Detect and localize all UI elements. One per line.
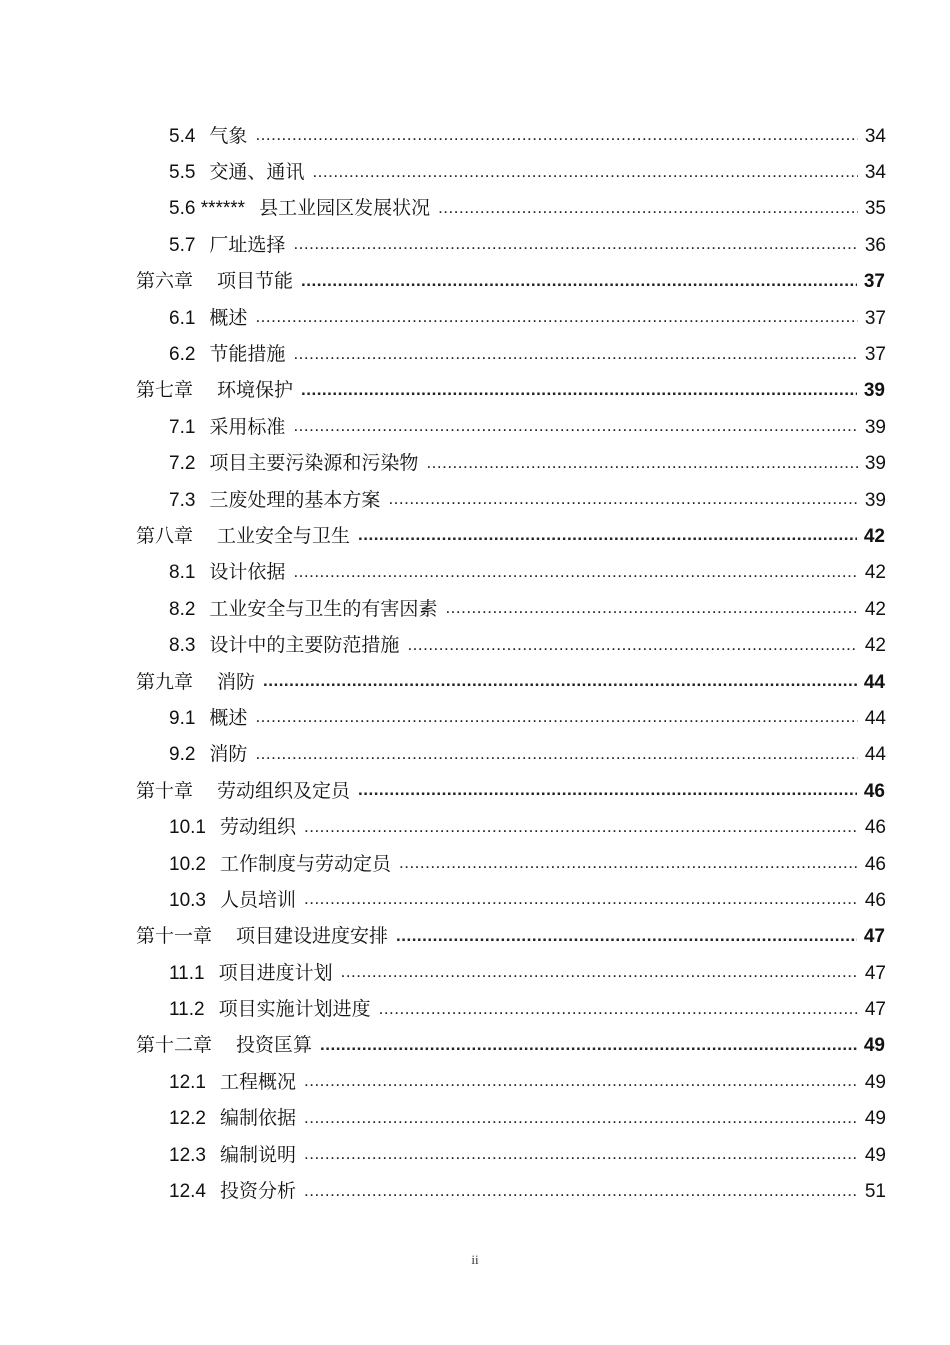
- toc-entry-number: 7.2: [169, 453, 196, 475]
- dot-leader: [255, 745, 858, 765]
- toc-entry-number: 12.3: [169, 1144, 206, 1166]
- toc-entry-number: 11.2: [169, 999, 205, 1021]
- toc-entry-title: 劳动组织: [219, 816, 296, 839]
- toc-entry-title: 工程概况: [219, 1070, 296, 1093]
- toc-entry-title: 设计中的主要防范措施: [209, 634, 400, 657]
- toc-entry-number: 10.2: [169, 853, 206, 875]
- toc-entry-page-number: 34: [864, 162, 886, 184]
- toc-entry-title: 概述: [209, 706, 248, 729]
- toc-entry-number: 7.3: [169, 489, 196, 511]
- toc-chapter-entry[interactable]: [0, 518, 950, 554]
- dot-leader: [255, 308, 858, 328]
- toc-section-entry[interactable]: [0, 809, 950, 845]
- toc-entry-title: 县工业园区发展状况: [259, 197, 431, 220]
- toc-entry-page-number: 39: [864, 416, 886, 438]
- toc-section-entry[interactable]: [0, 191, 950, 227]
- toc-chapter-entry[interactable]: [0, 919, 950, 955]
- toc-entry-number: 9.2: [169, 744, 196, 766]
- toc-entry-number: 12.1: [169, 1071, 206, 1093]
- dot-leader: [407, 636, 858, 656]
- toc-section-entry[interactable]: [0, 846, 950, 882]
- toc-entry-page-number: 42: [864, 635, 886, 657]
- dot-leader: [358, 781, 857, 801]
- toc-entry-page-number: 37: [864, 344, 886, 366]
- toc-entry-page-number: 42: [864, 598, 886, 620]
- toc-section-entry[interactable]: [0, 1173, 950, 1209]
- toc-entry-number: 12.2: [169, 1108, 206, 1130]
- toc-section-entry[interactable]: [0, 627, 950, 663]
- toc-entry-page-number: 49: [864, 1144, 886, 1166]
- toc-chapter-entry[interactable]: [0, 664, 950, 700]
- toc-entry-title: 工作制度与劳动定员: [219, 852, 391, 875]
- toc-entry-title: 采用标准: [209, 415, 286, 438]
- toc-entry-title: 项目进度计划: [218, 961, 333, 984]
- toc-entry-number: 7.1: [169, 416, 196, 438]
- toc-chapter-entry[interactable]: [0, 1028, 950, 1064]
- toc-section-entry[interactable]: [0, 1064, 950, 1100]
- toc-entry-page-number: 46: [864, 853, 886, 875]
- toc-entry-number: 第十二章: [136, 1034, 213, 1057]
- dot-leader: [445, 599, 858, 619]
- dot-leader: [399, 854, 858, 874]
- toc-entry-page-number: 49: [864, 1108, 886, 1130]
- toc-entry-page-number: 39: [863, 380, 885, 402]
- toc-section-entry[interactable]: [0, 336, 950, 372]
- toc-entry-number: 8.1: [169, 562, 196, 584]
- toc-chapter-entry[interactable]: [0, 264, 950, 300]
- toc-entry-title: 厂址选择: [209, 233, 286, 256]
- dot-leader: [358, 526, 857, 546]
- dot-leader: [438, 199, 858, 219]
- toc-entry-title: 交通、通讯: [209, 161, 305, 184]
- toc-entry-title: 项目主要污染源和污染物: [209, 452, 419, 475]
- toc-entry-page-number: 42: [863, 525, 885, 547]
- toc-entry-number: 5.6 ******: [169, 198, 246, 220]
- toc-entry-page-number: 47: [864, 999, 886, 1021]
- toc-entry-number: 10.1: [169, 817, 206, 839]
- dot-leader: [293, 563, 858, 583]
- toc-entry-title: 工业安全与卫生的有害因素: [209, 597, 438, 620]
- toc-entry-title: 人员培训: [219, 888, 296, 911]
- toc-entry-title: 编制说明: [219, 1143, 296, 1166]
- dot-leader: [320, 1036, 857, 1056]
- dot-leader: [304, 1182, 858, 1202]
- toc-entry-number: 12.4: [169, 1181, 206, 1203]
- toc-section-entry[interactable]: [0, 1101, 950, 1137]
- toc-section-entry[interactable]: [0, 446, 950, 482]
- toc-entry-title: 设计依据: [209, 561, 286, 584]
- dot-leader: [426, 454, 858, 474]
- toc-section-entry[interactable]: [0, 1137, 950, 1173]
- toc-entry-title: 编制依据: [219, 1107, 296, 1130]
- toc-entry-page-number: 49: [863, 1035, 885, 1057]
- toc-entry-number: 第六章: [136, 270, 194, 293]
- toc-section-entry[interactable]: [0, 482, 950, 518]
- toc-section-entry[interactable]: [0, 300, 950, 336]
- dot-leader: [263, 672, 857, 692]
- toc-section-entry[interactable]: [0, 118, 950, 154]
- toc-entry-title: 劳动组织及定员: [217, 779, 351, 802]
- toc-entry-page-number: 46: [864, 889, 886, 911]
- toc-entry-number: 6.1: [169, 307, 196, 329]
- toc-entry-title: 概述: [209, 306, 248, 329]
- dot-leader: [304, 1145, 858, 1165]
- toc-entry-page-number: 46: [863, 780, 885, 802]
- dot-leader: [396, 927, 857, 947]
- toc-entry-page-number: 44: [864, 707, 886, 729]
- toc-entry-number: 5.7: [169, 234, 196, 256]
- toc-entry-page-number: 47: [864, 962, 886, 984]
- dot-leader: [312, 163, 858, 183]
- toc-entry-page-number: 35: [864, 198, 886, 220]
- toc-section-entry[interactable]: [0, 409, 950, 445]
- toc-section-entry[interactable]: [0, 154, 950, 190]
- toc-entry-number: 10.3: [169, 889, 206, 911]
- toc-entry-title: 气象: [209, 124, 248, 147]
- page-number-footer: ii: [471, 1252, 479, 1267]
- toc-entry-title: 三废处理的基本方案: [209, 488, 381, 511]
- toc-entry-page-number: 47: [863, 926, 885, 948]
- toc-section-entry[interactable]: [0, 591, 950, 627]
- dot-leader: [388, 490, 858, 510]
- toc-section-entry[interactable]: [0, 737, 950, 773]
- toc-entry-number: 6.2: [169, 344, 196, 366]
- toc-entry-number: 8.3: [169, 635, 196, 657]
- table-of-contents: [0, 118, 950, 1210]
- toc-entry-page-number: 46: [864, 817, 886, 839]
- toc-entry-title: 消防: [217, 670, 256, 693]
- toc-entry-title: 工业安全与卫生: [217, 524, 351, 547]
- dot-leader: [293, 417, 858, 437]
- dot-leader: [255, 708, 858, 728]
- dot-leader: [293, 235, 858, 255]
- toc-section-entry[interactable]: [0, 991, 950, 1027]
- toc-entry-page-number: 49: [864, 1071, 886, 1093]
- dot-leader: [341, 963, 858, 983]
- toc-section-entry[interactable]: [0, 700, 950, 736]
- toc-entry-title: 节能措施: [209, 343, 286, 366]
- toc-entry-page-number: 39: [864, 489, 886, 511]
- dot-leader: [304, 1109, 858, 1129]
- toc-entry-title: 项目实施计划进度: [218, 998, 371, 1021]
- toc-entry-page-number: 44: [864, 744, 886, 766]
- toc-entry-page-number: 39: [864, 453, 886, 475]
- toc-entry-title: 项目节能: [217, 270, 294, 293]
- toc-entry-number: 5.5: [169, 162, 196, 184]
- toc-entry-number: 第九章: [136, 670, 194, 693]
- toc-entry-page-number: 37: [864, 307, 886, 329]
- toc-entry-number: 第七章: [136, 379, 194, 402]
- dot-leader: [379, 1000, 858, 1020]
- toc-section-entry[interactable]: [0, 882, 950, 918]
- dot-leader: [301, 381, 857, 401]
- toc-entry-page-number: 34: [864, 125, 886, 147]
- toc-entry-number: 8.2: [169, 598, 196, 620]
- toc-entry-page-number: 44: [863, 671, 885, 693]
- toc-entry-number: 9.1: [169, 707, 196, 729]
- dot-leader: [304, 1072, 858, 1092]
- toc-entry-title: 项目建设进度安排: [236, 925, 389, 948]
- toc-entry-number: 11.1: [169, 962, 205, 984]
- toc-entry-title: 消防: [209, 743, 248, 766]
- dot-leader: [304, 818, 858, 838]
- toc-entry-number: 第十章: [136, 779, 194, 802]
- toc-entry-number: 5.4: [169, 125, 196, 147]
- dot-leader: [255, 126, 858, 146]
- toc-entry-page-number: 42: [864, 562, 886, 584]
- dot-leader: [304, 890, 858, 910]
- toc-entry-page-number: 37: [863, 271, 885, 293]
- toc-entry-title: 环境保护: [217, 379, 294, 402]
- dot-leader: [293, 345, 858, 365]
- toc-entry-title: 投资分析: [219, 1180, 296, 1203]
- toc-entry-title: 投资匡算: [236, 1034, 313, 1057]
- toc-section-entry[interactable]: [0, 955, 950, 991]
- toc-chapter-entry[interactable]: [0, 373, 950, 409]
- toc-entry-page-number: 51: [864, 1181, 886, 1203]
- toc-entry-number: 第十一章: [136, 925, 213, 948]
- toc-section-entry[interactable]: [0, 555, 950, 591]
- toc-section-entry[interactable]: [0, 227, 950, 263]
- dot-leader: [301, 272, 857, 292]
- toc-entry-number: 第八章: [136, 524, 194, 547]
- toc-entry-page-number: 36: [864, 234, 886, 256]
- toc-chapter-entry[interactable]: [0, 773, 950, 809]
